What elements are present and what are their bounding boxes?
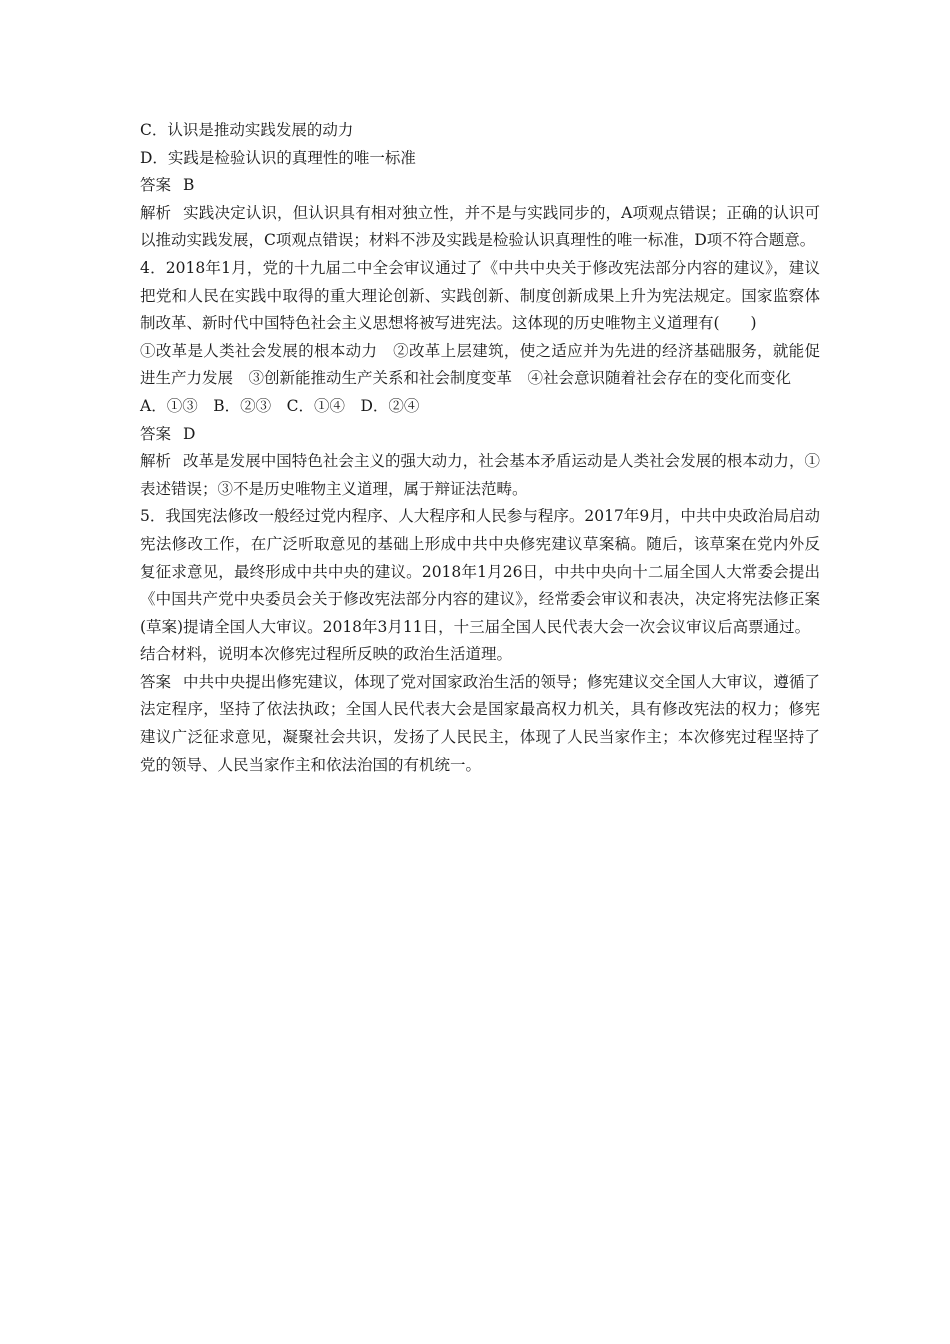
q5-question: 结合材料，说明本次修宪过程所反映的政治生活道理。 (140, 645, 513, 664)
q4-stem: 4．2018年1月，党的十九届二中全会审议通过了《中共中央关于修改宪法部分内容的建议》，建议把党和人民在实践中取得的重大理论创新、实践创新、制度创新成果上升为宪法规定。国家监察体制改革、新时代中国特色社会主义思想将被写进宪法。这体现的历史唯物主义道理有( ) (140, 258, 820, 333)
q5-answer-text: 中共中央提出修宪建议，体现了党对国家政治生活的领导；修宪建议交全国人大审议，遵循了法定程序，坚持了依法执政；全国人民代表大会是国家最高权力机关，具有修改宪法的权力；修宪建议广泛征求意见，凝聚社会共识，发扬了人民民主，体现了人民当家作主；本次修宪过程坚持了党的领导、人民当家作主和依法治国的有机统一。 (140, 672, 820, 774)
q3-option-d: D．实践是检验认识的真理性的唯一标准 (140, 148, 416, 167)
q4-answer-label: 答案 (140, 424, 172, 443)
q4-analysis-text: 改革是发展中国特色社会主义的强大动力，社会基本矛盾运动是人类社会发展的根本动力，①表述错误；③不是历史唯物主义道理，属于辩证法范畴。 (140, 452, 820, 498)
q3-analysis-label: 解析 (140, 203, 172, 222)
q5-stem: 5．我国宪法修改一般经过党内程序、人大程序和人民参与程序。2017年9月，中共中央政治局启动宪法修改工作，在广泛听取意见的基础上形成中共中央修宪建议草案稿。随后，该草案在党内外反复征求意见，最终形成中共中央的建议。2018年1月26日，中共中央向十二届全国人大常委会提出《中国共产党中央委员会关于修改宪法部分内容的建议》，经常委会审议和表决，决定将宪法修正案(草案)提请全国人大审议。2018年3月11日，十三届全国人民代表大会一次会议审议后高票通过。 (140, 507, 820, 636)
document-page (140, 117, 820, 779)
q3-analysis (140, 200, 820, 255)
q3-answer-label: 答案 (140, 176, 172, 195)
q3-answer-value: B (183, 176, 195, 195)
q3-option-c: C．认识是推动实践发展的动力 (140, 121, 354, 139)
q3-analysis-text: 实践决定认识，但认识具有相对独立性，并不是与实践同步的，A项观点错误；正确的认识可以推动实践发展，C项观点错误；材料不涉及实践是检验认识真理性的唯一标准，D项不符合题意。 (140, 203, 820, 250)
q4-statements: ①改革是人类社会发展的根本动力 ②改革上层建筑，使之适应并为先进的经济基础服务，就能促进生产力发展 ③创新能推动生产关系和社会制度变革 ④社会意识随着社会存在的变化而变化 (140, 341, 820, 388)
q4-analysis-label: 解析 (140, 452, 172, 471)
q4-analysis (140, 448, 820, 503)
q4-answer (140, 421, 820, 449)
q4-answer-value: D (183, 424, 196, 443)
q4-choices: A．①③ B．②③ C．①④ D．②④ (140, 396, 420, 415)
q5-answer-label: 答案 (140, 672, 172, 691)
q3-answer (140, 172, 820, 200)
q5-answer (140, 669, 820, 779)
